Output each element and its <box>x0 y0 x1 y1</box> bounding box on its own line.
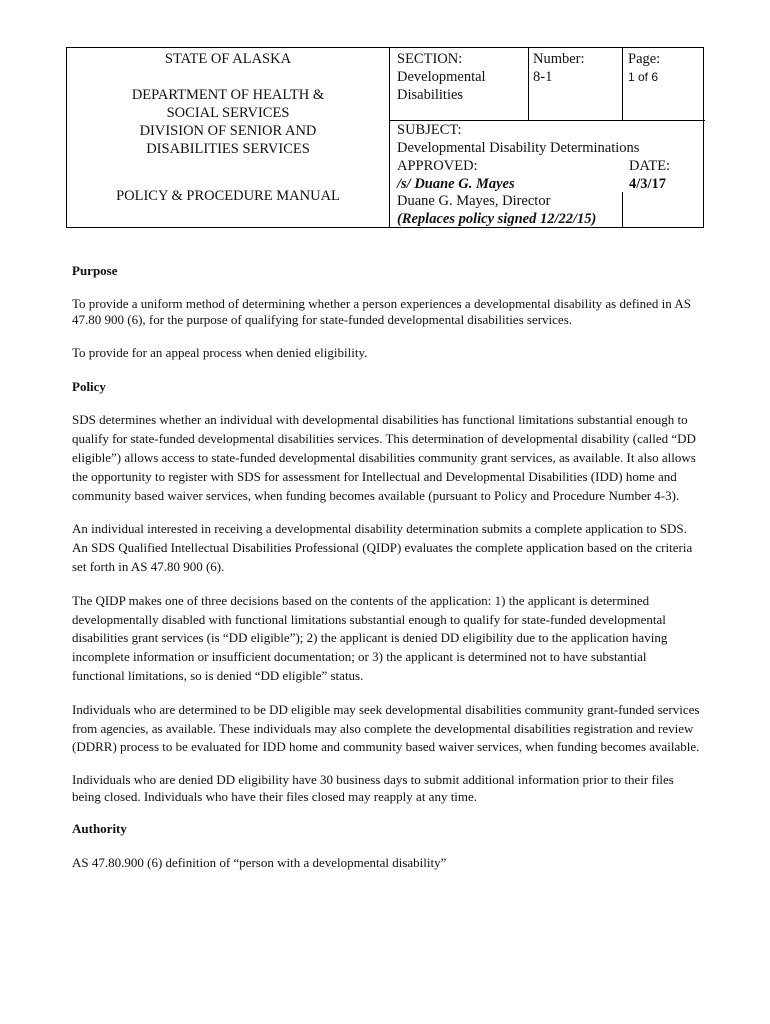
approved-signature: /s/ Duane G. Mayes <box>397 176 515 192</box>
department-name: SOCIAL SERVICES <box>166 105 290 121</box>
divider <box>389 48 390 227</box>
section-value: Disabilities <box>397 87 464 103</box>
paragraph: An individual interested in receiving a developmental disability determination submits a complete application to SDS. An SDS Qualified Intellectual Disabilities Professional (QIDP) evaluates the complete application based on the criteria set forth in AS 47.80 900 (6). <box>72 521 693 574</box>
page-cell <box>628 48 703 86</box>
header-table <box>66 47 704 228</box>
number-cell <box>533 48 623 86</box>
purpose-heading: Purpose <box>72 263 118 278</box>
section-cell <box>397 48 532 104</box>
division-name: DISABILITIES SERVICES <box>146 141 310 157</box>
section-value: Developmental <box>397 69 486 85</box>
approved-cell <box>397 157 622 193</box>
manual-title: POLICY & PROCEDURE MANUAL <box>116 188 340 204</box>
page-label: Page: <box>628 51 661 67</box>
paragraph: Individuals who are denied DD eligibility have 30 business days to submit additional information prior to their files being closed. Individuals who have their files closed may reapply at any time. <box>72 772 674 804</box>
section-label: SECTION: <box>397 51 463 67</box>
date-label: DATE: <box>629 158 671 174</box>
number-value: 8-1 <box>533 69 553 85</box>
department-name: DEPARTMENT OF HEALTH & <box>131 87 325 103</box>
paragraph: To provide for an appeal process when denied eligibility. <box>72 344 368 360</box>
number-label: Number: <box>533 51 585 67</box>
paragraph: The QIDP makes one of three decisions based on the contents of the application: 1) the applicant is determined developmentally disabled with functional limitations substantial enough to qualify for state-funded developmental disabilities grant services (is “DD eligible”); 2) the applicant is denied DD eligibility due to the application having incomplete information or insufficient documentation; or 3) the applicant is determined not to have substantial functional limitations, so is denied “DD eligible” status. <box>72 592 668 683</box>
replaces-note: (Replaces policy signed 12/22/15) <box>397 211 597 227</box>
director-name: Duane G. Mayes, Director <box>397 193 551 209</box>
subject-value: Developmental Disability Determinations <box>397 140 640 156</box>
page-number: 1 of 6 <box>628 70 659 84</box>
director-cell <box>397 192 627 228</box>
paragraph: Individuals who are determined to be DD eligible may seek developmental disabilities community grant-funded services from agencies, as available. These individuals may also complete the developmental disabilities registration and review (DDRR) process to be evaluated for IDD home and community based waiver services, when funding becomes available. <box>72 701 700 755</box>
state-name: STATE OF ALASKA <box>164 51 292 67</box>
date-value: 4/3/17 <box>629 176 667 192</box>
policy-heading: Policy <box>72 378 106 394</box>
paragraph: SDS determines whether an individual with developmental disabilities has functional limitations substantial enough to qualify for state-funded developmental disabilities services. This determination of developmental disability (called “DD eligible”) allows access to state-funded developmental disabilities community grant services, as available. It also allows the opportunity to register with SDS for assessment for Intellectual and Developmental Disabilities (IDD) home and community based waiver services, when funding becomes available (pursuant to Policy and Procedure Number 4-3). <box>72 412 696 503</box>
paragraph: AS 47.80.900 (6) definition of “person with a developmental disability” <box>72 854 447 870</box>
paragraph: To provide a uniform method of determining whether a person experiences a developmental disability as defined in AS 47.80 900 (6), for the purpose of qualifying for state-funded developmental disabilities services. <box>72 295 691 328</box>
authority-heading: Authority <box>72 821 127 837</box>
approved-label: APPROVED: <box>397 158 478 174</box>
document-body <box>72 262 702 888</box>
subject-label: SUBJECT: <box>397 122 462 138</box>
division-name: DIVISION OF SENIOR AND <box>139 123 317 139</box>
date-cell <box>629 157 703 193</box>
agency-block <box>67 48 389 227</box>
subject-cell <box>397 121 697 157</box>
